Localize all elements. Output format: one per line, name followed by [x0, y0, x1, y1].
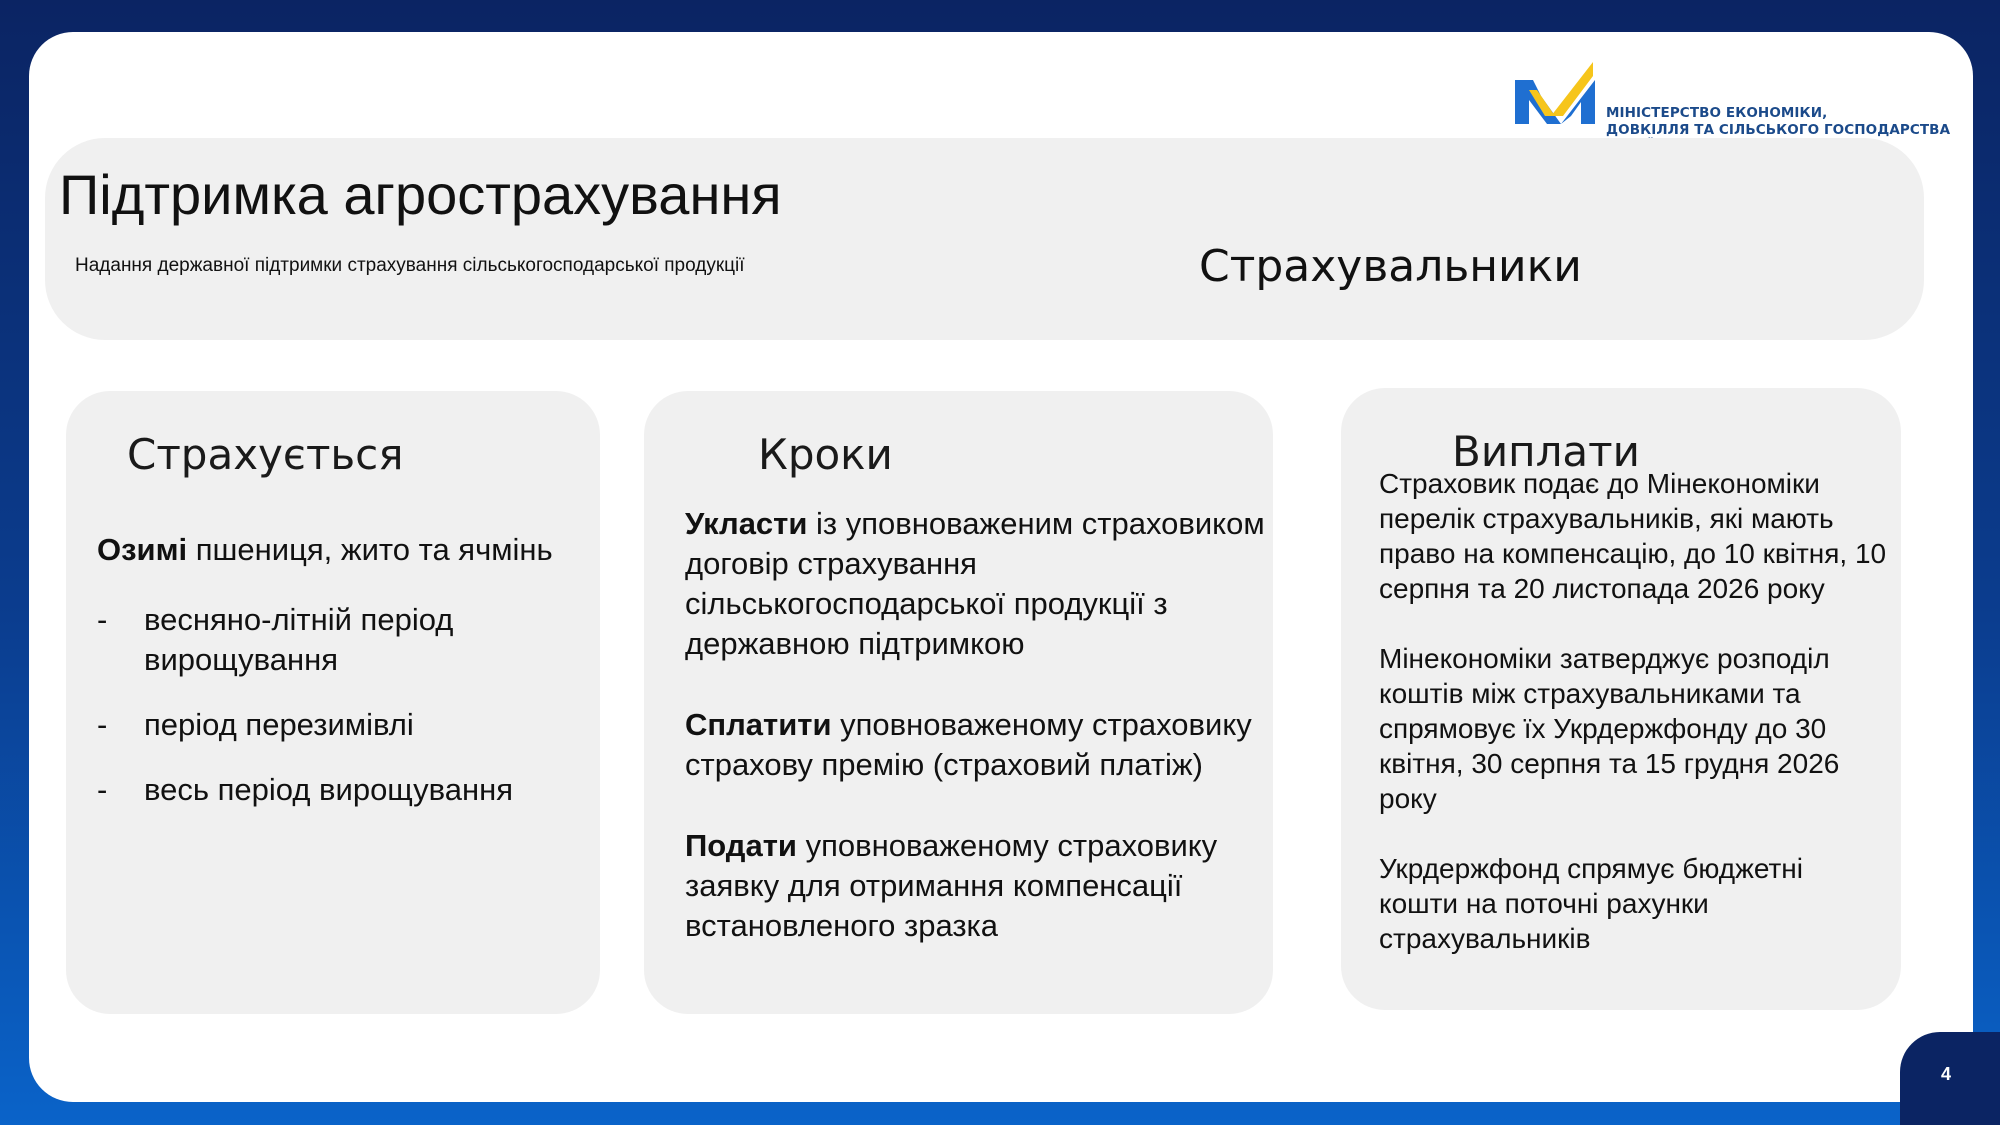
list-item	[97, 770, 617, 810]
payout-paragraph: Страховик подає до Мінекономіки перелік страхувальників, які мають право на компенсацію, до 10 квітня, 10 серпня та 20 листопада 2026 року	[1379, 468, 1887, 604]
list-item	[97, 705, 617, 770]
payout-paragraph: Укрдержфонд спрямує бюджетні кошти на поточні рахунки страхувальників	[1379, 853, 1803, 954]
step-verb: Сплатити	[685, 707, 832, 742]
insured-lead-bold: Озимі	[97, 532, 188, 567]
step-item	[685, 504, 1265, 664]
bullet-dash: -	[97, 772, 108, 807]
list-item	[97, 600, 617, 705]
step-verb: Подати	[685, 828, 797, 863]
step-item	[685, 705, 1265, 785]
ministry-emblem-icon	[1515, 60, 1595, 130]
list-item-text: період перезимівлі	[144, 707, 414, 742]
step-item	[685, 826, 1265, 946]
payouts-heading: Виплати	[1452, 427, 1640, 476]
insured-lead-rest: пшениця, жито та ячмінь	[187, 532, 553, 567]
audience-tag: Страхувальники	[1199, 241, 1582, 292]
step-text: уповноваженому страховику заявку для отримання компенсації встановленого зразка	[685, 828, 1218, 943]
insured-heading: Страхується	[127, 430, 404, 479]
bullet-dash: -	[97, 707, 108, 742]
step-text: із уповноваженим страховиком договір страхування сільськогосподарської продукції з державною підтримкою	[685, 506, 1265, 661]
list-item-text: весь період вирощування	[144, 772, 514, 807]
bullet-dash: -	[97, 602, 108, 637]
insured-periods-list	[97, 600, 617, 810]
ministry-logo	[1515, 60, 1955, 140]
page-title: Підтримка агрострахування	[59, 163, 782, 226]
logo-line-2: ДОВКІЛЛЯ ТА СІЛЬСЬКОГО ГОСПОДАРСТВА	[1606, 121, 1951, 138]
step-text: уповноваженому страховику страхову премію (страховий платіж)	[685, 707, 1252, 782]
steps-heading: Кроки	[758, 430, 893, 479]
page-number: 4	[1941, 1064, 1952, 1084]
steps-list	[685, 504, 1265, 987]
step-verb: Укласти	[685, 506, 808, 541]
insured-lead	[97, 530, 553, 570]
list-item-text: весняно-літній період вирощування	[144, 602, 454, 677]
logo-line-1: МІНІСТЕРСТВО ЕКОНОМІКИ,	[1606, 105, 1828, 121]
payouts-text	[1379, 466, 1889, 991]
payout-paragraph: Мінекономіки затверджує розподіл коштів між страхувальниками та спрямовує їх Укрдержфонду до 30 квітня, 30 серпня та 15 грудня 2026 року	[1379, 643, 1840, 814]
page-subtitle: Надання державної підтримки страхування сільськогосподарської продукції	[75, 255, 745, 276]
